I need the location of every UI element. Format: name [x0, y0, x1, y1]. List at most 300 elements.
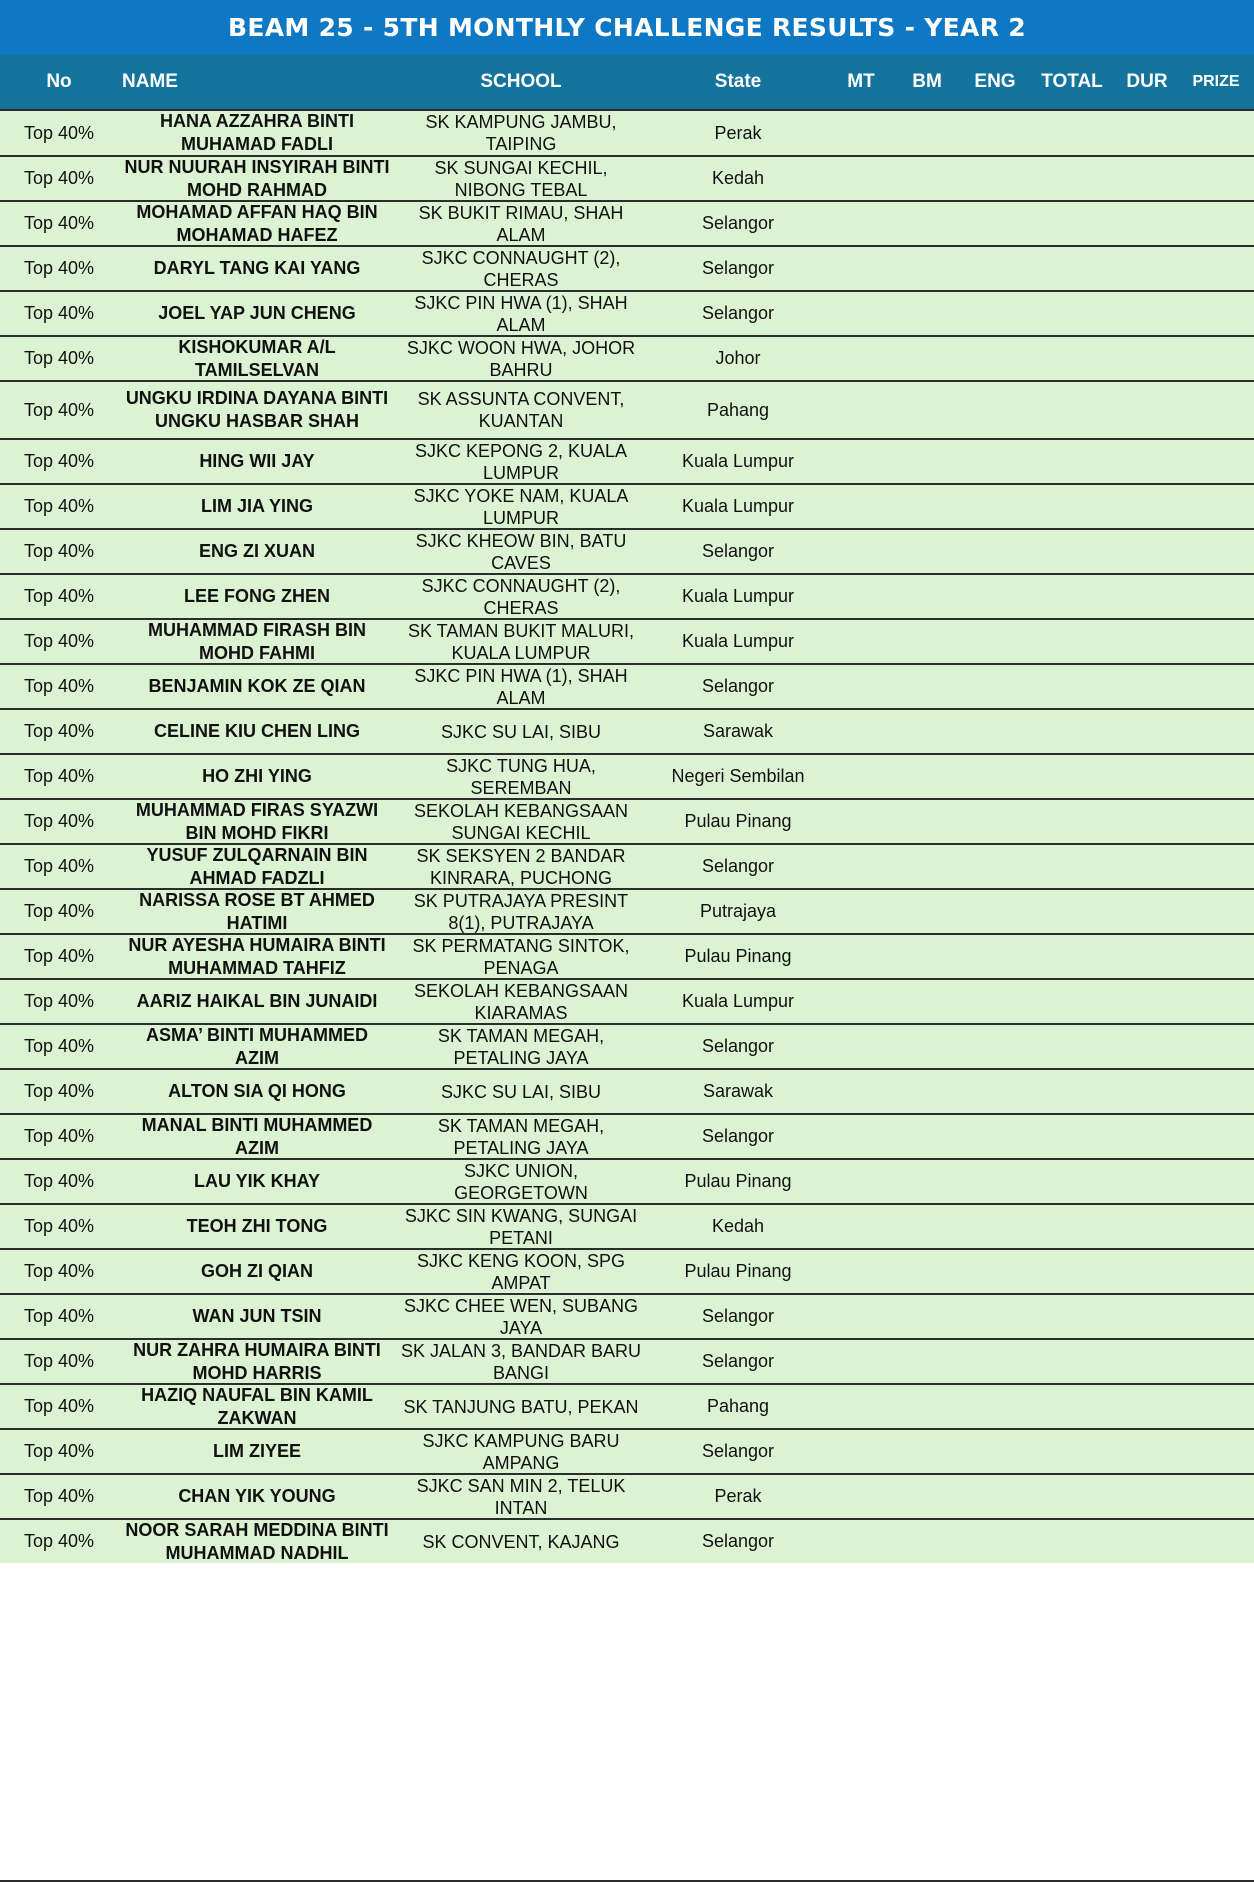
cell-bm [892, 1430, 962, 1473]
cell-no: Top 40% [23, 303, 95, 323]
cell-school: SK PERMATANG SINTOK, PENAGA [412, 935, 630, 978]
cell-dur [1116, 845, 1178, 888]
table-row [0, 1293, 1254, 1338]
cell-name: LIM ZIYEE [212, 1441, 301, 1461]
cell-name: MANAL BINTI MUHAMMED AZIM [141, 1114, 373, 1158]
cell-bm [892, 440, 962, 483]
cell-no: Top 40% [23, 901, 95, 921]
cell-eng [962, 337, 1028, 380]
cell-bm [892, 202, 962, 245]
cell-bm [892, 665, 962, 708]
cell-name: LIM JIA YING [200, 496, 314, 516]
table-row [0, 335, 1254, 380]
cell-total [1028, 111, 1116, 155]
table-row [0, 1113, 1254, 1158]
cell-name: MUHAMMAD FIRAS SYAZWI BIN MOHD FIKRI [135, 799, 379, 843]
cell-mt [830, 665, 892, 708]
cell-state: Selangor [701, 856, 775, 876]
cell-dur [1116, 1205, 1178, 1248]
cell-no: Top 40% [23, 1216, 95, 1236]
cell-bm [892, 980, 962, 1023]
cell-total [1028, 1205, 1116, 1248]
cell-dur [1116, 485, 1178, 528]
table-row [0, 753, 1254, 798]
cell-name: NARISSA ROSE BT AHMED HATIMI [139, 889, 375, 933]
cell-prize [1178, 800, 1254, 843]
cell-dur [1116, 575, 1178, 618]
cell-prize [1178, 1430, 1254, 1473]
table-row [0, 1428, 1254, 1473]
table-row [0, 1248, 1254, 1293]
cell-name: NUR ZAHRA HUMAIRA BINTI MOHD HARRIS [133, 1339, 381, 1383]
cell-state: Pulau Pinang [684, 946, 792, 966]
cell-prize [1178, 890, 1254, 933]
cell-no: Top 40% [23, 991, 95, 1011]
cell-bm [892, 1205, 962, 1248]
cell-state: Selangor [701, 213, 775, 233]
cell-state: Selangor [701, 303, 775, 323]
cell-no: Top 40% [23, 856, 95, 876]
cell-no: Top 40% [23, 946, 95, 966]
table-row [0, 888, 1254, 933]
cell-name: YUSUF ZULQARNAIN BIN AHMAD FADZLI [146, 844, 368, 888]
cell-total [1028, 292, 1116, 335]
cell-total [1028, 620, 1116, 663]
cell-bm [892, 1340, 962, 1383]
cell-bm [892, 382, 962, 438]
cell-bm [892, 845, 962, 888]
cell-name: WAN JUN TSIN [192, 1306, 322, 1326]
header-name: NAME [122, 71, 178, 92]
cell-total [1028, 980, 1116, 1023]
cell-state: Pulau Pinang [684, 1261, 792, 1281]
cell-mt [830, 1205, 892, 1248]
cell-school: SJKC KAMPUNG BARU AMPANG [422, 1430, 620, 1473]
table-row [0, 798, 1254, 843]
cell-school: SJKC KHEOW BIN, BATU CAVES [415, 530, 627, 573]
cell-name: HAZIQ NAUFAL BIN KAMIL ZAKWAN [141, 1384, 373, 1428]
cell-mt [830, 800, 892, 843]
cell-total [1028, 1430, 1116, 1473]
cell-total [1028, 440, 1116, 483]
table-row [0, 1158, 1254, 1203]
cell-total [1028, 530, 1116, 573]
cell-no: Top 40% [23, 258, 95, 278]
cell-prize [1178, 111, 1254, 155]
cell-school: SJKC TUNG HUA, SEREMBAN [446, 755, 596, 798]
cell-no: Top 40% [23, 631, 95, 651]
table-row [0, 1473, 1254, 1518]
cell-eng [962, 1340, 1028, 1383]
cell-name: JOEL YAP JUN CHENG [158, 303, 356, 323]
cell-state: Selangor [701, 541, 775, 561]
cell-bm [892, 620, 962, 663]
cell-total [1028, 845, 1116, 888]
cell-state: Selangor [701, 1441, 775, 1461]
cell-bm [892, 1250, 962, 1293]
cell-state: Pulau Pinang [684, 811, 792, 831]
cell-state: Selangor [701, 1531, 775, 1551]
cell-bm [892, 530, 962, 573]
cell-mt [830, 1070, 892, 1113]
cell-school: SJKC SU LAI, SIBU [440, 721, 602, 742]
cell-prize [1178, 980, 1254, 1023]
cell-school: SK SEKSYEN 2 BANDAR KINRARA, PUCHONG [416, 845, 626, 888]
cell-state: Perak [714, 122, 762, 143]
cell-bm [892, 1115, 962, 1158]
header-total: TOTAL [1041, 71, 1103, 92]
cell-mt [830, 530, 892, 573]
cell-no: Top 40% [23, 213, 95, 233]
table-row [0, 483, 1254, 528]
cell-dur [1116, 1025, 1178, 1068]
cell-eng [962, 530, 1028, 573]
cell-no: Top 40% [23, 122, 95, 143]
cell-total [1028, 485, 1116, 528]
cell-bm [892, 890, 962, 933]
cell-name: NUR AYESHA HUMAIRA BINTI MUHAMMAD TAHFIZ [128, 934, 386, 978]
cell-eng [962, 1385, 1028, 1428]
cell-name: LEE FONG ZHEN [183, 586, 330, 606]
cell-total [1028, 1295, 1116, 1338]
cell-dur [1116, 440, 1178, 483]
header-mt: MT [847, 71, 875, 92]
cell-prize [1178, 292, 1254, 335]
table-row [0, 618, 1254, 663]
cell-bm [892, 111, 962, 155]
cell-dur [1116, 337, 1178, 380]
cell-dur [1116, 1070, 1178, 1113]
cell-school: SJKC SAN MIN 2, TELUK INTAN [416, 1475, 626, 1518]
cell-total [1028, 1475, 1116, 1518]
cell-state: Selangor [701, 1351, 775, 1371]
cell-no: Top 40% [23, 811, 95, 831]
header-dur: DUR [1126, 71, 1168, 92]
cell-total [1028, 337, 1116, 380]
cell-no: Top 40% [23, 1531, 95, 1551]
cell-prize [1178, 1115, 1254, 1158]
cell-school: SJKC WOON HWA, JOHOR BAHRU [406, 337, 636, 380]
cell-bm [892, 575, 962, 618]
cell-eng [962, 485, 1028, 528]
cell-prize [1178, 485, 1254, 528]
header-no: No [46, 71, 72, 92]
cell-total [1028, 157, 1116, 200]
cell-state: Pahang [706, 1396, 770, 1416]
cell-state: Kuala Lumpur [681, 631, 795, 651]
header-state: State [714, 71, 762, 92]
cell-bm [892, 1520, 962, 1563]
cell-no: Top 40% [23, 676, 95, 696]
cell-eng [962, 980, 1028, 1023]
table-row [0, 1338, 1254, 1383]
cell-mt [830, 1160, 892, 1203]
cell-school: SJKC PIN HWA (1), SHAH ALAM [414, 292, 628, 335]
cell-no: Top 40% [23, 1396, 95, 1416]
header-prize: PRIZE [1192, 73, 1240, 90]
cell-no: Top 40% [23, 766, 95, 786]
cell-dur [1116, 1340, 1178, 1383]
cell-state: Sarawak [702, 1081, 774, 1101]
cell-eng [962, 247, 1028, 290]
cell-bm [892, 157, 962, 200]
cell-eng [962, 620, 1028, 663]
cell-bm [892, 292, 962, 335]
cell-dur [1116, 1385, 1178, 1428]
cell-prize [1178, 202, 1254, 245]
cell-prize [1178, 1160, 1254, 1203]
cell-total [1028, 710, 1116, 753]
cell-no: Top 40% [23, 1351, 95, 1371]
cell-school: SK TAMAN MEGAH, PETALING JAYA [437, 1025, 605, 1068]
cell-eng [962, 1160, 1028, 1203]
cell-dur [1116, 890, 1178, 933]
cell-state: Selangor [701, 1036, 775, 1056]
cell-mt [830, 1520, 892, 1563]
cell-no: Top 40% [23, 1306, 95, 1326]
cell-bm [892, 1160, 962, 1203]
cell-eng [962, 157, 1028, 200]
table-row [0, 1383, 1254, 1428]
cell-mt [830, 755, 892, 798]
cell-state: Selangor [701, 1126, 775, 1146]
cell-no: Top 40% [23, 1441, 95, 1461]
cell-prize [1178, 1295, 1254, 1338]
cell-eng [962, 890, 1028, 933]
cell-total [1028, 755, 1116, 798]
cell-dur [1116, 157, 1178, 200]
cell-state: Johor [715, 348, 761, 368]
cell-no: Top 40% [23, 586, 95, 606]
table-row [0, 1023, 1254, 1068]
cell-prize [1178, 382, 1254, 438]
cell-mt [830, 485, 892, 528]
cell-dur [1116, 755, 1178, 798]
cell-name: MUHAMMAD FIRASH BIN MOHD FAHMI [148, 619, 366, 663]
cell-school: SEKOLAH KEBANGSAAN KIARAMAS [413, 980, 629, 1023]
cell-total [1028, 1070, 1116, 1113]
cell-school: SK CONVENT, KAJANG [422, 1531, 620, 1552]
table-row [0, 978, 1254, 1023]
cell-name: MOHAMAD AFFAN HAQ BIN MOHAMAD HAFEZ [136, 201, 378, 245]
cell-school: SK BUKIT RIMAU, SHAH ALAM [418, 202, 624, 245]
cell-state: Kuala Lumpur [681, 496, 795, 516]
cell-dur [1116, 382, 1178, 438]
cell-mt [830, 1115, 892, 1158]
cell-school: SJKC PIN HWA (1), SHAH ALAM [414, 665, 628, 708]
cell-school: SK ASSUNTA CONVENT, KUANTAN [417, 389, 625, 431]
cell-school: SJKC KEPONG 2, KUALA LUMPUR [414, 440, 628, 483]
cell-total [1028, 890, 1116, 933]
cell-dur [1116, 1475, 1178, 1518]
cell-state: Kedah [711, 168, 765, 188]
cell-bm [892, 485, 962, 528]
cell-prize [1178, 575, 1254, 618]
table-body [0, 109, 1254, 1563]
cell-name: GOH ZI QIAN [201, 1261, 313, 1281]
cell-school: SK PUTRAJAYA PRESINT 8(1), PUTRAJAYA [413, 890, 629, 933]
cell-dur [1116, 1520, 1178, 1563]
cell-bm [892, 1025, 962, 1068]
cell-no: Top 40% [23, 1486, 95, 1506]
cell-state: Kuala Lumpur [681, 991, 795, 1011]
cell-name: NOOR SARAH MEDDINA BINTI MUHAMMAD NADHIL [125, 1519, 389, 1563]
cell-bm [892, 1295, 962, 1338]
cell-dur [1116, 980, 1178, 1023]
cell-state: Negeri Sembilan [671, 766, 805, 786]
header-bm: BM [912, 71, 942, 92]
cell-bm [892, 935, 962, 978]
cell-state: Selangor [701, 1306, 775, 1326]
cell-total [1028, 800, 1116, 843]
cell-mt [830, 1295, 892, 1338]
cell-eng [962, 1070, 1028, 1113]
cell-eng [962, 800, 1028, 843]
cell-no: Top 40% [23, 168, 95, 188]
cell-school: SJKC YOKE NAM, KUALA LUMPUR [413, 485, 629, 528]
cell-eng [962, 845, 1028, 888]
header-school: SCHOOL [480, 71, 562, 92]
cell-name: HING WII JAY [199, 451, 315, 471]
cell-school: SJKC CHEE WEN, SUBANG JAYA [403, 1295, 639, 1338]
cell-name: BENJAMIN KOK ZE QIAN [148, 676, 366, 696]
cell-bm [892, 800, 962, 843]
cell-eng [962, 111, 1028, 155]
cell-eng [962, 382, 1028, 438]
cell-dur [1116, 1160, 1178, 1203]
cell-mt [830, 247, 892, 290]
cell-eng [962, 292, 1028, 335]
cell-name: AARIZ HAIKAL BIN JUNAIDI [136, 991, 378, 1011]
cell-dur [1116, 1250, 1178, 1293]
cell-no: Top 40% [23, 1261, 95, 1281]
cell-no: Top 40% [23, 348, 95, 368]
table-row [0, 1518, 1254, 1563]
cell-name: ASMA’ BINTI MUHAMMED AZIM [146, 1024, 368, 1068]
cell-prize [1178, 845, 1254, 888]
cell-mt [830, 620, 892, 663]
cell-state: Selangor [701, 676, 775, 696]
cell-school: SJKC SU LAI, SIBU [440, 1081, 602, 1102]
cell-no: Top 40% [23, 496, 95, 516]
cell-eng [962, 202, 1028, 245]
cell-name: ALTON SIA QI HONG [168, 1081, 346, 1101]
cell-no: Top 40% [23, 1036, 95, 1056]
cell-total [1028, 382, 1116, 438]
cell-prize [1178, 935, 1254, 978]
cell-mt [830, 1475, 892, 1518]
cell-mt [830, 935, 892, 978]
cell-eng [962, 1475, 1028, 1518]
cell-state: Sarawak [702, 721, 774, 741]
cell-school: SK SUNGAI KECHIL, NIBONG TEBAL [434, 157, 608, 200]
cell-prize [1178, 1385, 1254, 1428]
cell-dur [1116, 1115, 1178, 1158]
table-header [0, 55, 1254, 109]
cell-dur [1116, 202, 1178, 245]
cell-eng [962, 935, 1028, 978]
cell-school: SEKOLAH KEBANGSAAN SUNGAI KECHIL [413, 800, 629, 843]
table-row [0, 200, 1254, 245]
cell-no: Top 40% [23, 541, 95, 561]
cell-no: Top 40% [23, 1126, 95, 1146]
cell-prize [1178, 1250, 1254, 1293]
table-row [0, 155, 1254, 200]
cell-total [1028, 1115, 1116, 1158]
cell-eng [962, 1520, 1028, 1563]
cell-bm [892, 1475, 962, 1518]
cell-mt [830, 292, 892, 335]
cell-school: SK TAMAN MEGAH, PETALING JAYA [437, 1115, 605, 1158]
cell-dur [1116, 935, 1178, 978]
cell-prize [1178, 440, 1254, 483]
cell-mt [830, 1340, 892, 1383]
cell-total [1028, 575, 1116, 618]
cell-dur [1116, 111, 1178, 155]
table-row [0, 573, 1254, 618]
cell-eng [962, 440, 1028, 483]
cell-school: SK KAMPUNG JAMBU, TAIPING [425, 112, 617, 154]
cell-prize [1178, 337, 1254, 380]
cell-mt [830, 337, 892, 380]
cell-dur [1116, 247, 1178, 290]
cell-total [1028, 1025, 1116, 1068]
cell-state: Selangor [701, 258, 775, 278]
cell-state: Putrajaya [699, 901, 777, 921]
cell-state: Kuala Lumpur [681, 451, 795, 471]
cell-total [1028, 1250, 1116, 1293]
cell-bm [892, 247, 962, 290]
table-row [0, 663, 1254, 708]
cell-prize [1178, 1205, 1254, 1248]
cell-eng [962, 1025, 1028, 1068]
cell-total [1028, 1385, 1116, 1428]
cell-bm [892, 1385, 962, 1428]
cell-mt [830, 980, 892, 1023]
cell-total [1028, 202, 1116, 245]
cell-name: ENG ZI XUAN [198, 541, 315, 561]
cell-prize [1178, 710, 1254, 753]
table-row [0, 380, 1254, 438]
cell-dur [1116, 620, 1178, 663]
cell-total [1028, 935, 1116, 978]
cell-dur [1116, 530, 1178, 573]
cell-mt [830, 710, 892, 753]
cell-eng [962, 1430, 1028, 1473]
page-title: BEAM 25 - 5TH MONTHLY CHALLENGE RESULTS - YEAR 2 [0, 0, 1254, 55]
cell-school: SJKC CONNAUGHT (2), CHERAS [421, 575, 621, 618]
cell-dur [1116, 710, 1178, 753]
cell-dur [1116, 1430, 1178, 1473]
cell-no: Top 40% [23, 451, 95, 471]
table-row [0, 290, 1254, 335]
table-row [0, 109, 1254, 155]
cell-total [1028, 247, 1116, 290]
cell-state: Kuala Lumpur [681, 586, 795, 606]
cell-bm [892, 710, 962, 753]
cell-state: Pahang [706, 399, 770, 420]
cell-school: SJKC KENG KOON, SPG AMPAT [416, 1250, 626, 1293]
cell-prize [1178, 1070, 1254, 1113]
cell-name: DARYL TANG KAI YANG [153, 258, 361, 278]
cell-prize [1178, 665, 1254, 708]
cell-prize [1178, 1475, 1254, 1518]
cell-total [1028, 1160, 1116, 1203]
table-row [0, 1203, 1254, 1248]
cell-school: SK JALAN 3, BANDAR BARU BANGI [400, 1340, 642, 1383]
cell-mt [830, 111, 892, 155]
table-row [0, 438, 1254, 483]
